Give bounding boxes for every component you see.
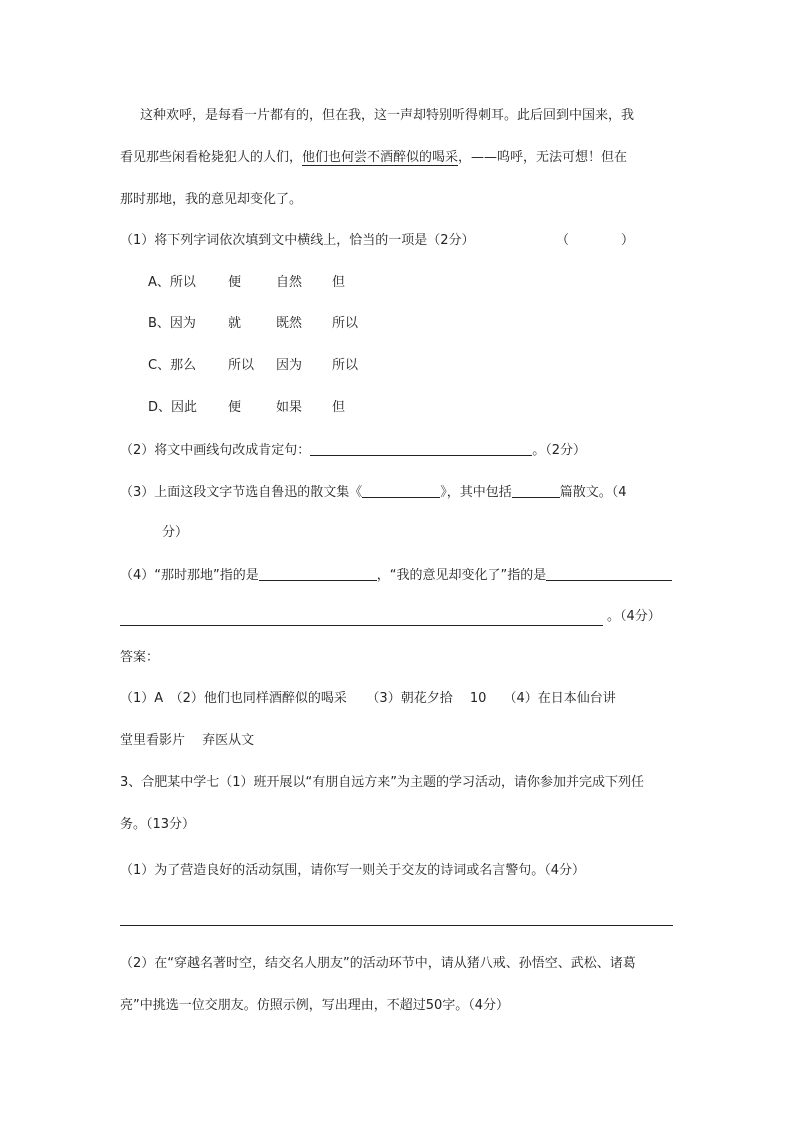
- passage-line-2-end: ，——呜呼，无法可想！但在: [458, 150, 628, 165]
- answer-line-2: 堂里看影片 弃医从文: [120, 733, 255, 748]
- answer-label: 答案：: [120, 650, 160, 665]
- question-4: [120, 566, 672, 585]
- underlined-sentence: 他们也何尝不酒醉似的喝采: [302, 150, 459, 165]
- option-a-word-1: A、所以: [148, 275, 196, 290]
- option-c-word-4: 所以: [332, 358, 359, 373]
- question-4-blank-1[interactable]: [259, 566, 377, 581]
- option-b-word-2: 就: [228, 316, 242, 331]
- question-4-points: 。（4分）: [607, 609, 661, 624]
- question-4-answer-line[interactable]: [120, 625, 603, 626]
- question-4-middle: ，“我的意见却变化了”指的是: [376, 568, 547, 583]
- question-3-continuation: 分）: [162, 525, 189, 540]
- option-d-word-4: 但: [332, 400, 346, 415]
- question-3-prompt: （3）上面这段文字节选自鲁迅的散文集《: [120, 485, 363, 500]
- option-c-word-2: 所以: [228, 358, 255, 373]
- option-c-word-1: C、那么: [148, 358, 197, 373]
- option-b-word-3: 既然: [276, 316, 303, 331]
- option-a-word-3: 自然: [276, 275, 303, 290]
- option-c-word-3: 因为: [276, 358, 303, 373]
- task-3-sub-1: （1）为了营造良好的活动氛围，请你写一则关于交友的诗词或名言警句。（4分）: [120, 863, 586, 878]
- question-3-blank-count[interactable]: [512, 483, 560, 498]
- option-b-word-4: 所以: [332, 316, 359, 331]
- task-3-sub-2-line-1: （2）在“穿越名著时空，结交名人朋友”的活动环节中，请从猪八戒、孙悟空、武松、诸葛: [120, 956, 636, 971]
- option-d-word-3: 如果: [276, 400, 303, 415]
- option-d-word-1: D、因此: [148, 400, 198, 415]
- question-4-prompt: （4）“那时那地”指的是: [120, 568, 259, 583]
- task-3-line-1: 3、合肥某中学七（1）班开展以“有朋自远方来”为主题的学习活动，请你参加并完成下列任: [120, 775, 645, 790]
- task-3-line-2: 务。（13分）: [120, 817, 196, 832]
- question-3: [120, 483, 627, 502]
- option-d-word-2: 便: [228, 400, 242, 415]
- question-2-points: 。（2分）: [532, 443, 587, 458]
- answer-line-1: （1）A （2）他们也同样酒醉似的喝采 （3）朝花夕拾 10 （4）在日本仙台讲: [120, 691, 616, 706]
- question-3-blank-collection[interactable]: [362, 483, 440, 498]
- task-3-sub-2-line-2: 亮”中挑选一位交朋友。仿照示例，写出理由，不超过50字。（4分）: [120, 998, 510, 1013]
- question-3-middle: 》，其中包括: [440, 485, 512, 500]
- option-a-word-2: 便: [228, 275, 242, 290]
- task-3-sub-1-answer-line[interactable]: [120, 925, 673, 926]
- passage-line-3: 那时那地，我的意见却变化了。: [120, 192, 303, 207]
- question-1-prompt: （1）将下列字词依次填到文中横线上，恰当的一项是（2分）: [120, 233, 475, 248]
- option-a-word-4: 但: [332, 275, 346, 290]
- question-4-blank-2[interactable]: [546, 566, 672, 581]
- passage-line-2-start: 看见那些闲看枪毙犯人的人们，: [120, 150, 303, 165]
- question-2-prompt: （2）将文中画线句改成肯定句：: [120, 443, 311, 458]
- question-2: [120, 441, 586, 460]
- option-b-word-1: B、因为: [148, 316, 196, 331]
- question-2-blank[interactable]: [310, 441, 532, 456]
- passage-line-1: 这种欢呼，是每看一片都有的，但在我，这一声却特别听得刺耳。此后回到中国来，我: [140, 108, 635, 123]
- question-3-end: 篇散文。（4: [559, 485, 627, 500]
- passage-line-2: [120, 149, 627, 167]
- question-1-answer-parens: （ ）: [556, 233, 635, 248]
